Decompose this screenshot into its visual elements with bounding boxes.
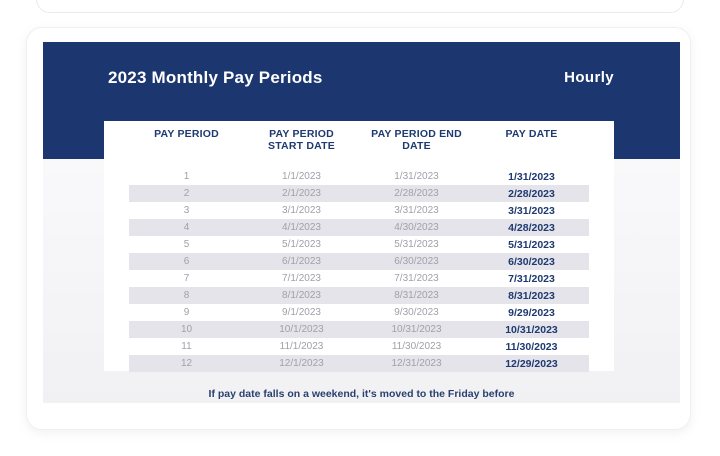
- column-header-start-date: PAY PERIOD START DATE: [268, 128, 335, 152]
- cell-end-date: 7/31/2023: [394, 273, 439, 284]
- table-row: [129, 321, 589, 338]
- table-header: [129, 121, 589, 168]
- cell-end-date: 10/31/2023: [391, 324, 442, 335]
- cell-pay-date: 5/31/2023: [508, 238, 555, 251]
- table-row: [129, 202, 589, 219]
- table-row: [129, 185, 589, 202]
- table-row: [129, 287, 589, 304]
- pay-schedule-slide: [43, 42, 680, 403]
- cell-start-date: 5/1/2023: [282, 239, 321, 250]
- cell-pay-date: 4/28/2023: [508, 221, 555, 234]
- header-row: [129, 121, 589, 168]
- column-header-pay-period: PAY PERIOD: [154, 128, 219, 140]
- table-row: [129, 253, 589, 270]
- pay-periods-table: [129, 121, 589, 372]
- previous-card-edge: [36, 0, 684, 13]
- cell-pay-date: 11/30/2023: [505, 340, 558, 353]
- cell-pay-period: 9: [183, 307, 190, 318]
- cell-pay-date: 2/28/2023: [508, 187, 555, 200]
- cell-end-date: 9/30/2023: [394, 307, 439, 318]
- table-row: [129, 219, 589, 236]
- cell-pay-date: 9/29/2023: [508, 306, 555, 319]
- column-header-end-date: PAY PERIOD END DATE: [371, 128, 462, 152]
- table-row: [129, 355, 589, 372]
- cell-pay-period: 2: [183, 188, 190, 199]
- cell-start-date: 9/1/2023: [282, 307, 321, 318]
- table-row: [129, 304, 589, 321]
- cell-start-date: 8/1/2023: [282, 290, 321, 301]
- table-row: [129, 270, 589, 287]
- cell-pay-period: 3: [183, 205, 190, 216]
- cell-pay-date: 1/31/2023: [508, 170, 555, 183]
- cell-pay-date: 10/31/2023: [505, 323, 558, 336]
- cell-pay-date: 12/29/2023: [505, 357, 558, 370]
- cell-end-date: 3/31/2023: [394, 205, 439, 216]
- cell-pay-period: 5: [183, 239, 190, 250]
- hourly-tab[interactable]: Hourly: [564, 69, 614, 86]
- cell-end-date: 8/31/2023: [394, 290, 439, 301]
- pay-periods-card: [26, 27, 691, 430]
- cell-pay-period: 12: [180, 358, 193, 369]
- cell-pay-period: 4: [183, 222, 190, 233]
- cell-end-date: 1/31/2023: [394, 171, 439, 182]
- cell-pay-period: 1: [183, 171, 190, 182]
- cell-pay-date: 6/30/2023: [508, 255, 555, 268]
- cell-start-date: 12/1/2023: [279, 358, 324, 369]
- cell-pay-period: 7: [183, 273, 190, 284]
- cell-start-date: 7/1/2023: [282, 273, 321, 284]
- cell-pay-period: 6: [183, 256, 190, 267]
- cell-pay-date: 8/31/2023: [508, 289, 555, 302]
- cell-end-date: 2/28/2023: [394, 188, 439, 199]
- cell-pay-date: 7/31/2023: [508, 272, 555, 285]
- table-row: [129, 236, 589, 253]
- cell-pay-period: 10: [180, 324, 193, 335]
- cell-pay-period: 8: [183, 290, 190, 301]
- table-panel: [104, 121, 614, 371]
- footer-note: If pay date falls on a weekend, it's moved to the Friday before: [208, 388, 515, 400]
- cell-end-date: 5/31/2023: [394, 239, 439, 250]
- page-title: 2023 Monthly Pay Periods: [108, 68, 323, 87]
- cell-end-date: 11/30/2023: [391, 341, 442, 352]
- cell-end-date: 4/30/2023: [394, 222, 439, 233]
- cell-start-date: 2/1/2023: [282, 188, 321, 199]
- cell-start-date: 3/1/2023: [282, 205, 321, 216]
- cell-end-date: 12/31/2023: [391, 358, 442, 369]
- cell-start-date: 4/1/2023: [282, 222, 321, 233]
- cell-start-date: 6/1/2023: [282, 256, 321, 267]
- table-row: [129, 168, 589, 185]
- table-row: [129, 338, 589, 355]
- cell-start-date: 1/1/2023: [282, 171, 321, 182]
- cell-end-date: 6/30/2023: [394, 256, 439, 267]
- cell-start-date: 10/1/2023: [279, 324, 324, 335]
- cell-pay-date: 3/31/2023: [508, 204, 555, 217]
- cell-pay-period: 11: [181, 341, 192, 352]
- cell-start-date: 11/1/2023: [279, 341, 324, 352]
- table-body: [129, 168, 589, 372]
- column-header-pay-date: PAY DATE: [505, 128, 558, 140]
